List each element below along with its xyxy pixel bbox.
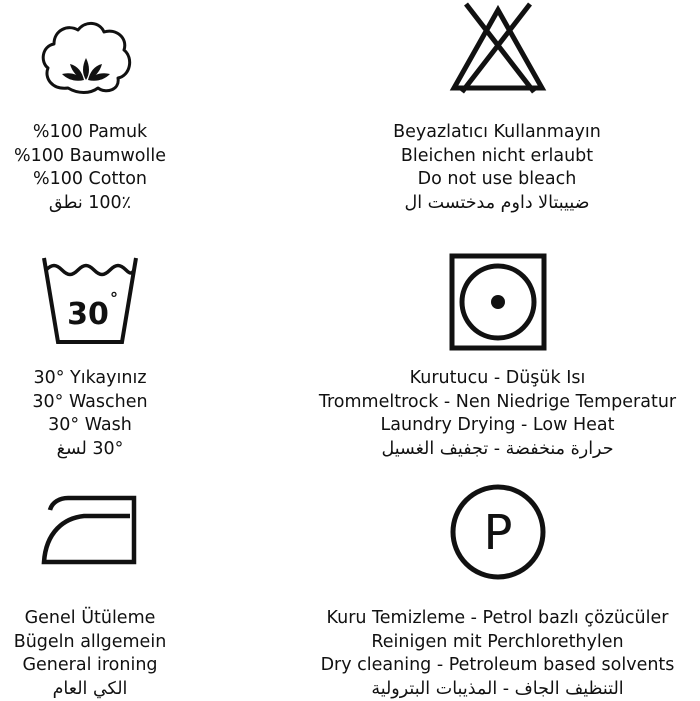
care-line: 30° لسغ (0, 438, 180, 462)
care-line: Beyazlatıcı Kullanmayın (312, 121, 682, 145)
care-line: ضييبتالا داوم مدختست ال (312, 192, 682, 216)
care-line: Kurutucu - Düşük Isı (310, 367, 685, 391)
care-line: Do not use bleach (312, 168, 682, 192)
wash-temperature: 30 (67, 297, 109, 332)
care-line: %100 Cotton (0, 168, 180, 192)
care-line: General ironing (0, 654, 180, 678)
care-line: 30° Wash (0, 414, 180, 438)
wash-30-icon (40, 252, 140, 348)
iron-icon (40, 492, 140, 568)
tumble-dry-low-icon (448, 252, 548, 352)
cotton-icon (38, 18, 134, 98)
care-line: 100٪ نطق (0, 192, 180, 216)
care-line: 30° Yıkayınız (0, 367, 180, 391)
do-not-bleach-icon (448, 2, 548, 94)
wash-degree: ° (110, 289, 118, 308)
care-line: %100 Baumwolle (0, 145, 180, 169)
care-line: Kuru Temizleme - Petrol bazlı çözücüler (305, 607, 690, 631)
care-line: Trommeltrock - Nen Niedrige Temperatur (310, 391, 685, 415)
care-line: Dry cleaning - Petroleum based solvents (305, 654, 690, 678)
care-line: Reinigen mit Perchlorethylen (305, 631, 690, 655)
care-line: Bleichen nicht erlaubt (312, 145, 682, 169)
care-line: 30° Waschen (0, 391, 180, 415)
care-line: حرارة منخفضة - تجفيف الغسيل (310, 438, 685, 462)
care-line: Bügeln allgemein (0, 631, 180, 655)
care-line: Genel Ütüleme (0, 607, 180, 631)
professional-dry-clean-p-icon (448, 482, 548, 582)
care-line: التنظيف الجاف - المذيبات البترولية (305, 678, 690, 701)
care-line: %100 Pamuk (0, 121, 180, 145)
care-line: الكي العام (0, 678, 180, 701)
care-line: Laundry Drying - Low Heat (310, 414, 685, 438)
dry-clean-letter: P (484, 505, 513, 561)
